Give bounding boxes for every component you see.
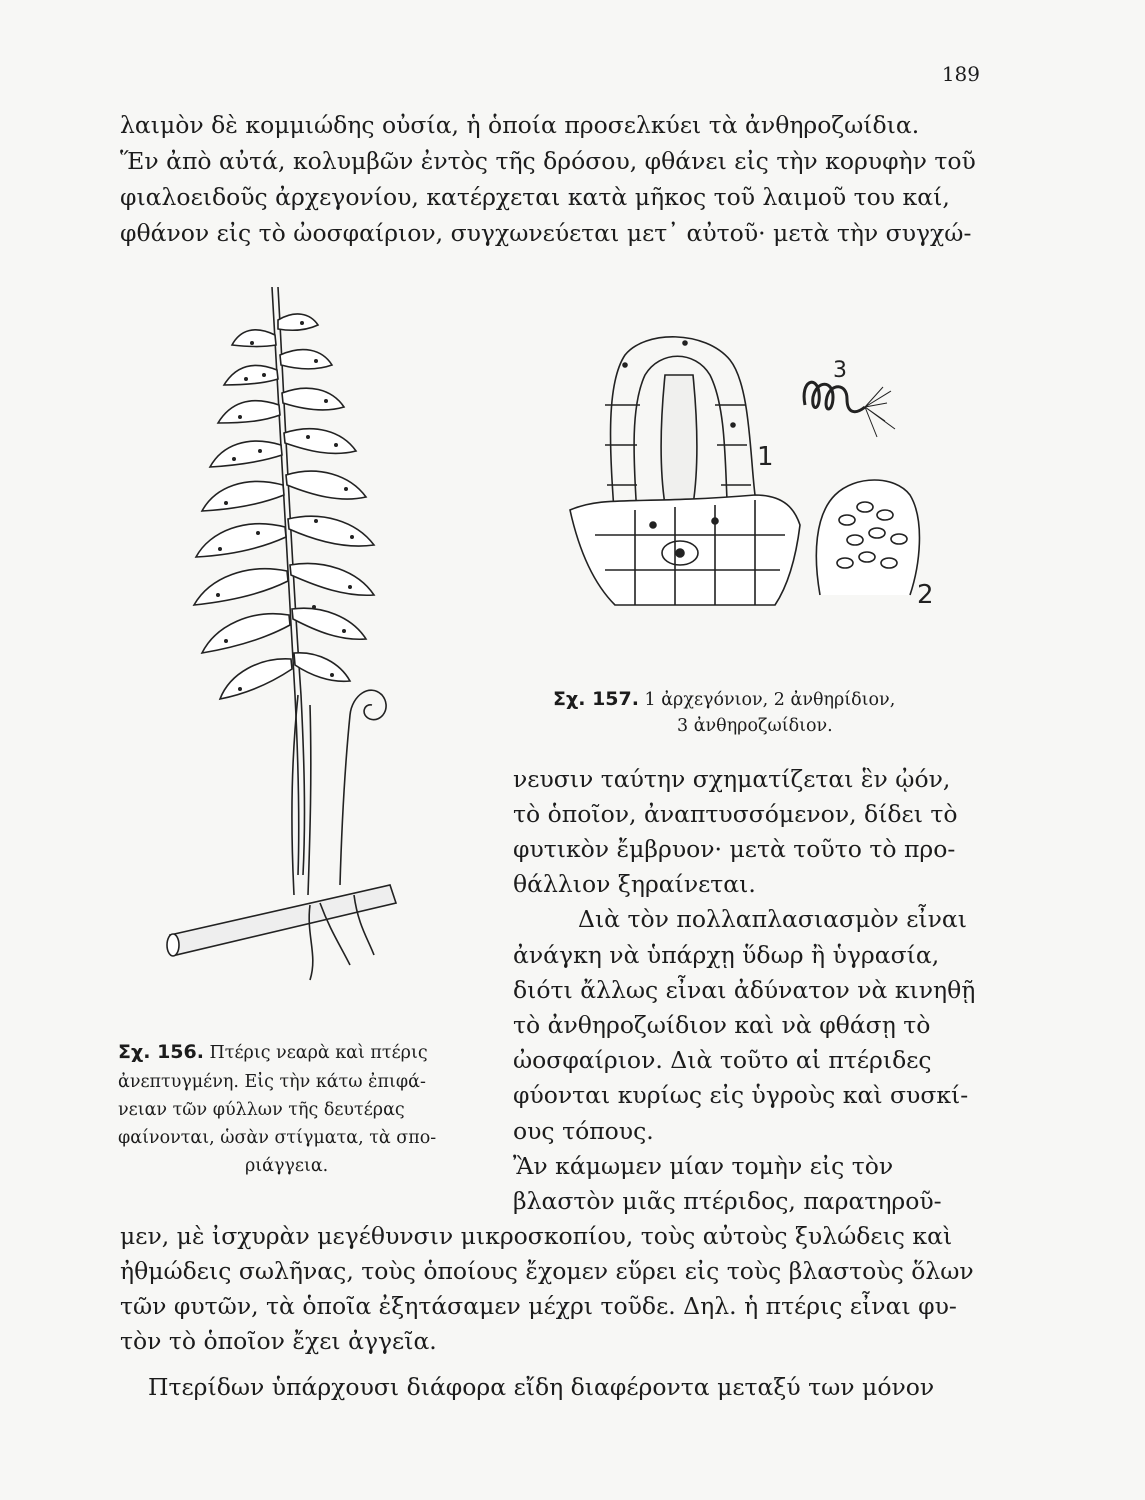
figure-156-caption-line: νειαν τῶν φύλλων τῆς δευτέρας <box>118 1100 405 1120</box>
figure-157-label: Σχ. 157. <box>553 688 639 710</box>
page-number: 189 <box>941 62 980 86</box>
text-line: ἀνάγκη νὰ ὑπάρχῃ ὕδωρ ἢ ὑγρασία, <box>513 941 940 969</box>
figure-156-caption <box>118 1040 428 1065</box>
antheridium <box>816 480 919 595</box>
figure-label-3: 3 <box>833 358 847 383</box>
figure-156-caption-line1: Πτέρις νεαρὰ καὶ πτέρις <box>209 1043 428 1063</box>
figure-156-caption-line: ριάγγεια. <box>245 1156 329 1176</box>
figure-156-label: Σχ. 156. <box>118 1041 204 1063</box>
text-line: φύονται κυρίως εἰς ὑγροὺς καὶ συσκί- <box>513 1081 969 1109</box>
fern-illustration <box>160 275 410 990</box>
text-line: Διὰ τὸν πολλαπλασιασμὸν εἶναι <box>578 905 967 933</box>
figure-156-caption-line: ἀνεπτυγμένη. Εἰς τὴν κάτω ἐπιφά- <box>118 1072 426 1092</box>
text-line: φιαλοειδοῦς ἀρχεγονίου, κατέρχεται κατὰ μῆκος τοῦ λαιμοῦ του καί, <box>120 183 950 211</box>
text-line: θάλλιον ξηραίνεται. <box>513 870 756 898</box>
text-line: τὸ ὁποῖον, ἀναπτυσσόμενον, δίδει τὸ <box>513 800 958 828</box>
text-line: διότι ἄλλως εἶναι ἀδύνατον νὰ κινηθῇ <box>513 976 976 1004</box>
figure-157-caption-line2: 3 ἀνθηροζωίδιον. <box>677 716 833 736</box>
text-line: μεν, μὲ ἰσχυρὰν μεγέθυνσιν μικροσκοπίου, τοὺς αὐτοὺς ξυλώδεις καὶ <box>120 1222 953 1250</box>
text-line: βλαστὸν μιᾶς πτέριδος, παρατηροῦ- <box>513 1187 942 1215</box>
text-line: τὸ ἀνθηροζωίδιον καὶ νὰ φθάσῃ τὸ <box>513 1011 931 1039</box>
text-line: τῶν φυτῶν, τὰ ὁποῖα ἐξητάσαμεν μέχρι τοῦδε. Δηλ. ἡ πτέρις εἶναι φυ- <box>120 1292 957 1320</box>
figure-157-caption-line1: 1 ἀρχεγόνιον, 2 ἀνθηρίδιον, <box>644 690 896 710</box>
text-line: φθάνον εἰς τὸ ὠοσφαίριον, συγχωνεύεται μετ᾽ αὐτοῦ· μετὰ τὴν συγχώ- <box>120 219 972 247</box>
text-line: ὠοσφαίριον. Διὰ τοῦτο αἱ πτέριδες <box>513 1046 932 1074</box>
text-line: τὸν τὸ ὁποῖον ἔχει ἀγγεῖα. <box>120 1327 437 1355</box>
archegonium-figure <box>565 325 950 615</box>
text-line: ους τόπους. <box>513 1117 654 1145</box>
text-line: ἠθμώδεις σωλῆνας, τοὺς ὁποίους ἔχομεν εὕρει εἰς τοὺς βλαστοὺς ὅλων <box>120 1257 974 1285</box>
figure-label-1: 1 <box>757 442 774 472</box>
fiddlehead <box>340 690 386 885</box>
text-line: λαιμὸν δὲ κομμιώδης οὐσία, ἡ ὁποία προσελκύει τὰ ἀνθηροζωίδια. <box>120 111 920 139</box>
figure-label-2: 2 <box>917 580 934 610</box>
text-line: Ἂν κάμωμεν μίαν τομὴν εἰς τὸν <box>513 1152 894 1180</box>
antherozoid <box>804 382 865 411</box>
text-line: Ἕν ἀπὸ αὐτά, κολυμβῶν ἐντὸς τῆς δρόσου, φθάνει εἰς τὴν κορυφὴν τοῦ <box>120 147 976 175</box>
text-line: φυτικὸν ἔμβρυον· μετὰ τοῦτο τὸ προ- <box>513 835 956 863</box>
figure-157-caption <box>553 687 895 712</box>
text-line: Πτερίδων ὑπάρχουσι διάφορα εἴδη διαφέροντα μεταξύ των μόνον <box>148 1373 935 1401</box>
rhizome <box>170 885 396 955</box>
text-line: νευσιν ταύτην σχηματίζεται ἓν ᾠόν, <box>513 765 951 793</box>
figure-156-caption-line: φαίνονται, ὡσὰν στίγματα, τὰ σπο- <box>118 1128 437 1148</box>
